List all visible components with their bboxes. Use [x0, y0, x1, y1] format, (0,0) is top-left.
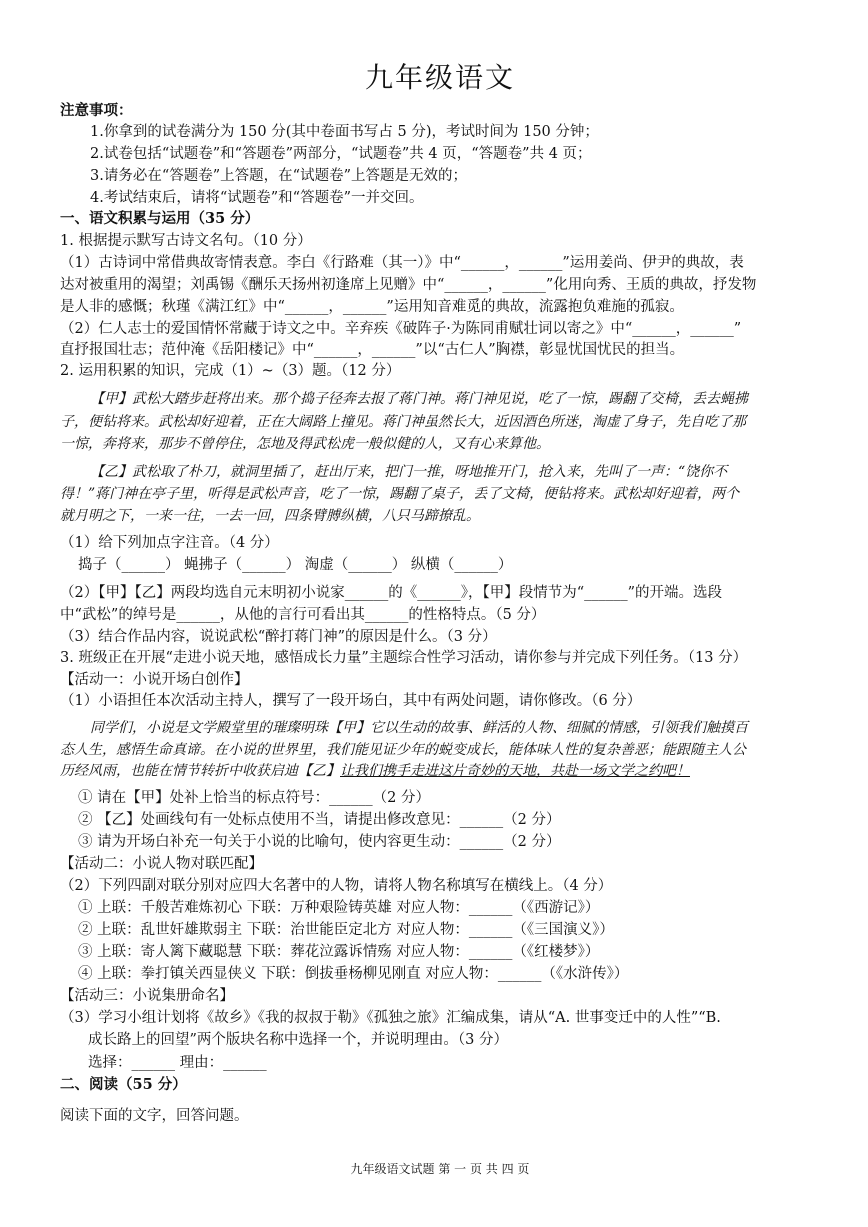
q1-p1-line2: 达对被重用的渴望；刘禹锡《酬乐天扬州初逢席上见赠》中“______，______”化用向秀、王质的典故，抒发物	[60, 277, 757, 293]
passage-yi-line2: 得！”蒋门神在亭子里，听得是武松声音，吃了一惊，踢翻了桌子，丢了文椅，便钻将来。武松却好迎着，两个	[60, 486, 740, 502]
activity1-question: （1）小语担任本次活动主持人，撰写了一段开场白，其中有两处问题，请你修改。（6 分）	[60, 693, 642, 709]
q1-p1-line1: （1）古诗词中常借典故寄情表意。李白《行路难（其一）》中“______，______”运用姜尚、伊尹的典故，表	[60, 255, 744, 271]
q2-sub1: （1）给下列加点字注音。（4 分）	[60, 535, 279, 551]
q1-stem: 1. 根据提示默写古诗文名句。（10 分）	[60, 233, 312, 249]
activity1-heading: 【活动一：小说开场白创作】	[60, 672, 249, 688]
activity3-question-line1: （3）学习小组计划将《故乡》《我的叔叔于勒》《孤独之旅》汇编成集，请从“A. 世事变迁中的人性”“B.	[60, 1010, 721, 1026]
q2-sub3: （3）结合作品内容，说说武松“醉打蒋门神”的原因是什么。（3 分）	[60, 629, 497, 645]
passage-yi-line1: 【乙】武松取了朴刀，就洞里插了，赶出厅来，把门一推，呀地推开门，抢入来，先叫了一声：“饶你不	[90, 464, 728, 480]
q1-p2-line2: 直抒报国壮志；范仲淹《岳阳楼记》中“______，______”以“古仁人”胸襟，彰显忧国忧民的担当。	[60, 342, 685, 358]
notice-item-1: 1.你拿到的试卷满分为 150 分(其中卷面书写占 5 分)，考试时间为 150 分钟；	[90, 124, 599, 140]
opening-passage-line1: 同学们，小说是文学殿堂里的璀璨明珠【甲】它以生动的故事、鲜活的人物、细腻的情感，引领我们触摸百	[90, 720, 748, 736]
notice-item-4: 4.考试结束后，请将“试题卷”和“答题卷”一并交回。	[90, 190, 424, 206]
page-title: 九年级语文	[364, 61, 515, 94]
q2-sub2-line2: 中“武松”的绰号是______，从他的言行可看出其______的性格特点。（5 分）	[60, 607, 546, 623]
activity3-question-line2: 成长路上的回望”两个版块名称中选择一个，并说明理由。（3 分）	[88, 1032, 508, 1048]
couplet-item-4: ④ 上联：拳打镇关西显侠义 下联：倒拔垂杨柳见刚直 对应人物：______（《水浒传》）	[78, 966, 629, 982]
q2-sub2-line1: （2）【甲】【乙】两段均选自元末明初小说家______的《______》，【甲】段情节为“______”的开端。选段	[60, 585, 723, 601]
activity1-item-3: ③ 请为开场白补充一句关于小说的比喻句，使内容更生动：______（2 分）	[78, 834, 561, 850]
notice-heading: 注意事项：	[60, 102, 133, 119]
notice-item-3: 3.请务必在“答题卷”上答题，在“试题卷”上答题是无效的；	[90, 168, 467, 184]
passage-yi-line3: 就月明之下，一来一往，一去一回，四条臂膊纵横，八只马蹄撩乱。	[60, 508, 480, 524]
passage-jia-line2: 子，便钻将来。武松却好迎着，正在大阔路上撞见。蒋门神虽然长大，近因酒色所迷，淘虚了身子，先自吃了那	[60, 414, 746, 430]
q2-pinyin-blanks: 捣子（______） 蝇拂子（______） 淘虚（______） 纵横（______）	[78, 557, 513, 573]
couplet-item-1: ① 上联：千般苦难炼初心 下联：万种艰险铸英雄 对应人物：______（《西游记》）	[78, 900, 600, 916]
q1-p2-line1: （2）仁人志士的爱国情怀常藏于诗文之中。辛弃疾《破阵子·为陈同甫赋壮词以寄之》中“______，______”	[60, 321, 742, 337]
underlined-sentence: 让我们携手走进这片奇妙的天地，共赴一场文学之约吧！	[340, 763, 690, 779]
page-footer: 九年级语文试题 第 一 页 共 四 页	[350, 1162, 530, 1176]
activity1-item-2: ② 【乙】处画线句有一处标点使用不当，请提出修改意见：______（2 分）	[78, 812, 561, 828]
activity3-answer-blanks: 选择：______ 理由：______	[88, 1055, 267, 1071]
opening-passage-line3-text: 历经风雨，也能在情节转折中收获启迪【乙】	[60, 763, 340, 779]
q3-stem: 3. 班级正在开展“走进小说天地，感悟成长力量”主题综合性学习活动，请你参与并完成下列任务。（13 分）	[60, 650, 748, 666]
section2-heading: 二、阅读（55 分）	[60, 1076, 187, 1093]
opening-passage-line3	[60, 761, 820, 781]
section2-intro: 阅读下面的文字，回答问题。	[60, 1108, 249, 1124]
passage-jia-line1: 【甲】武松大踏步赶将出来。那个捣子径奔去报了蒋门神。蒋门神见说，吃了一惊，踢翻了交椅，丢去蝇拂	[90, 391, 748, 407]
couplet-item-2: ② 上联：乱世奸雄欺弱主 下联：治世能臣定北方 对应人物：______（《三国演义》）	[78, 922, 614, 938]
activity3-heading: 【活动三：小说集册命名】	[60, 988, 234, 1004]
q2-stem: 2. 运用积累的知识，完成（1）~（3）题。（12 分）	[60, 363, 401, 379]
section1-heading: 一、语文积累与运用（35 分）	[60, 210, 260, 227]
opening-passage-line2: 态人生，感悟生命真谛。在小说的世界里，我们能见证少年的蜕变成长，能体味人性的复杂善恶；能跟随主人公	[60, 742, 746, 758]
couplet-item-3: ③ 上联：寄人篱下藏聪慧 下联：葬花泣露诉情殇 对应人物：______（《红楼梦》）	[78, 944, 600, 960]
q1-p1-line3: 是人非的感慨；秋瑾《满江红》中“______，______”运用知音难觅的典故，流露抱负难施的孤寂。	[60, 299, 684, 315]
activity1-item-1: ① 请在【甲】处补上恰当的标点符号：______（2 分）	[78, 790, 430, 806]
activity2-heading: 【活动二：小说人物对联匹配】	[60, 856, 263, 872]
notice-item-2: 2.试卷包括“试题卷”和“答题卷”两部分，“试题卷”共 4 页，“答题卷”共 4 页；	[90, 146, 592, 162]
activity2-question: （2）下列四副对联分别对应四大名著中的人物，请将人物名称填写在横线上。（4 分）	[60, 878, 613, 894]
passage-jia-line3: 一惊，奔将来，那步不曾停住，怎地及得武松虎一般似健的人，又有心来算他。	[60, 436, 550, 452]
